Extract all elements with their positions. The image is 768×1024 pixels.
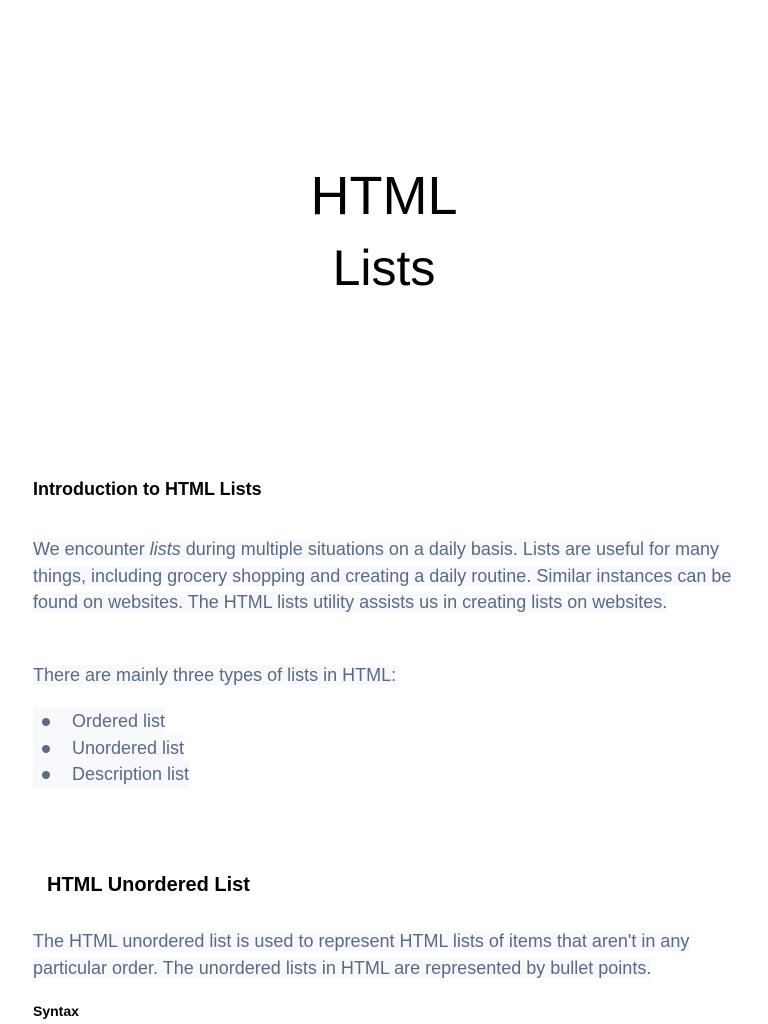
bullet-icon (42, 745, 50, 753)
intro-paragraph (33, 536, 743, 616)
types-intro-text: There are mainly three types of lists in HTML: (33, 665, 397, 685)
types-intro-paragraph (33, 662, 743, 689)
list-item (33, 735, 184, 762)
list-item-label: Description list (72, 764, 190, 784)
list-item-label: Unordered list (72, 737, 185, 758)
unordered-list-paragraph (33, 928, 743, 981)
intro-text-start: We encounter (33, 539, 150, 559)
intro-heading: Introduction to HTML Lists (33, 479, 262, 499)
list-item (33, 761, 189, 788)
syntax-heading: Syntax (33, 1003, 79, 1019)
list-types-bullets (33, 708, 189, 788)
bullet-icon (42, 718, 50, 726)
document-title-line-2: Lists (332, 240, 436, 296)
bullet-icon (42, 771, 50, 779)
unordered-list-text: The HTML unordered list is used to represent HTML lists of items that aren't in any particular order. The unordered lists in HTML are represented by bullet points. (33, 931, 690, 978)
document-title-line-1: HTML (310, 166, 458, 226)
intro-text-emphasis: lists (149, 539, 181, 559)
intro-text-rest: during multiple situations on a daily basis. Lists are useful for many things, including grocery shopping and creating a daily routine. Similar instances can be found on websites. The HTML lists utility assists us in creating lists on websites. (33, 539, 732, 612)
list-item (33, 708, 165, 735)
unordered-list-heading: HTML Unordered List (47, 874, 250, 896)
list-item-label: Ordered list (72, 711, 166, 731)
